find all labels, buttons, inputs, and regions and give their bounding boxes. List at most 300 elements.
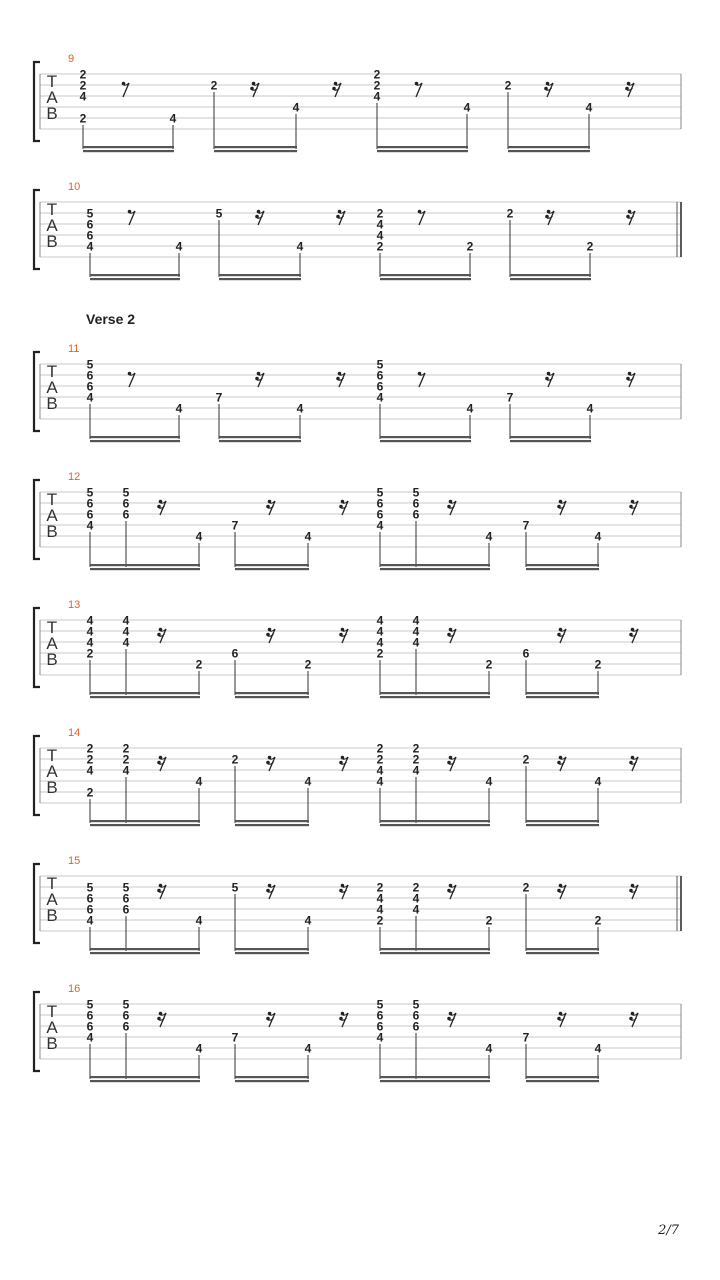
beat-group: [523, 881, 638, 955]
beat-group: [523, 753, 638, 827]
tab-clef-letter: B: [46, 522, 58, 541]
beam-secondary: [90, 568, 200, 570]
sixteenth-rest-icon: [626, 372, 635, 387]
fret-number: 6: [376, 507, 384, 522]
fret-number: 6: [86, 891, 94, 906]
fret-number: 5: [122, 997, 130, 1012]
fret-number: 2: [522, 880, 530, 895]
fret-number: 6: [86, 902, 94, 917]
fret-number: 2: [376, 239, 384, 254]
fret-number: 4: [304, 1041, 312, 1056]
fret-number: 2: [485, 657, 493, 672]
fret-number: 6: [122, 496, 130, 511]
fret-number: 5: [376, 997, 384, 1012]
fret-number: 6: [412, 507, 420, 522]
section-label: Verse 2: [86, 311, 136, 327]
fret-number: 7: [215, 390, 223, 405]
beam-primary: [235, 564, 309, 566]
fret-number: 4: [86, 390, 94, 405]
fret-number: 4: [485, 774, 493, 789]
sixteenth-rest-icon: [544, 82, 553, 97]
beat-group: [232, 628, 348, 699]
tab-clef-letter: B: [46, 906, 58, 925]
beam-primary: [377, 146, 468, 148]
beat-group: [87, 358, 183, 443]
fret-number: 4: [376, 1030, 384, 1045]
beam-secondary: [90, 1080, 200, 1082]
measure-number: 16: [68, 983, 81, 995]
fret-number: 2: [210, 78, 218, 93]
fret-number: 5: [86, 485, 94, 500]
beam-secondary: [510, 278, 591, 280]
fret-number: 5: [122, 880, 130, 895]
sixteenth-rest-icon: [255, 210, 264, 225]
measure-number: 10: [68, 181, 81, 193]
beam-secondary: [90, 440, 180, 442]
sixteenth-rest-icon: [447, 500, 456, 515]
tab-system: [34, 343, 681, 442]
fret-number: 2: [376, 913, 384, 928]
fret-number: 2: [594, 657, 602, 672]
fret-number: 4: [195, 774, 203, 789]
system-bracket: [34, 608, 40, 687]
sixteenth-rest-icon: [545, 372, 554, 387]
fret-number: 2: [522, 752, 530, 767]
fret-number: 4: [292, 100, 300, 115]
beat-group: [377, 742, 493, 827]
tab-clef-letter: T: [46, 362, 58, 381]
sixteenth-rest-icon: [447, 1012, 456, 1027]
beam-primary: [380, 1076, 490, 1078]
fret-number: 6: [122, 1019, 130, 1034]
beam-secondary: [235, 568, 309, 570]
tab-system: [34, 181, 681, 280]
fret-number: 2: [376, 741, 384, 756]
fret-number: 5: [376, 357, 384, 372]
beam-primary: [380, 692, 490, 694]
beam-secondary: [83, 150, 174, 152]
fret-number: 6: [376, 368, 384, 383]
fret-number: 6: [86, 496, 94, 511]
fret-number: 4: [586, 401, 594, 416]
fret-number: 7: [506, 390, 514, 405]
fret-number: 6: [376, 1019, 384, 1034]
tab-clef-letter: B: [46, 394, 58, 413]
fret-number: 4: [376, 217, 384, 232]
fret-number: 6: [86, 507, 94, 522]
fret-number: 4: [86, 763, 94, 778]
fret-number: 7: [231, 518, 239, 533]
beam-primary: [510, 436, 591, 438]
fret-number: 2: [195, 657, 203, 672]
fret-number: 6: [231, 646, 239, 661]
fret-number: 2: [506, 206, 514, 221]
sixteenth-rest-icon: [157, 1012, 166, 1027]
sixteenth-rest-icon: [157, 500, 166, 515]
beam-primary: [90, 1076, 200, 1078]
fret-number: 4: [594, 1041, 602, 1056]
fret-number: 4: [376, 390, 384, 405]
system-bracket: [34, 992, 40, 1071]
sixteenth-rest-icon: [250, 82, 259, 97]
beam-primary: [90, 692, 200, 694]
fret-number: 4: [195, 1041, 203, 1056]
fret-number: 5: [231, 880, 239, 895]
fret-number: 2: [376, 206, 384, 221]
beam-primary: [235, 948, 309, 950]
beam-primary: [510, 274, 591, 276]
fret-number: 6: [86, 368, 94, 383]
fret-number: 4: [86, 613, 94, 628]
beam-primary: [235, 692, 309, 694]
fret-number: 2: [412, 741, 420, 756]
beam-primary: [380, 564, 490, 566]
beam-secondary: [214, 150, 297, 152]
beat-group: [507, 372, 635, 443]
fret-number: 2: [79, 67, 87, 82]
fret-number: 4: [195, 913, 203, 928]
fret-number: 4: [412, 624, 420, 639]
beam-secondary: [380, 696, 490, 698]
fret-number: 4: [376, 613, 384, 628]
fret-number: 4: [122, 624, 130, 639]
beam-secondary: [526, 824, 599, 826]
fret-number: 4: [376, 635, 384, 650]
fret-number: 2: [79, 78, 87, 93]
system-bracket: [34, 62, 40, 141]
fret-number: 4: [175, 239, 183, 254]
beat-group: [377, 881, 493, 955]
beam-secondary: [90, 824, 200, 826]
fret-number: 6: [86, 1008, 94, 1023]
tab-system: [34, 855, 681, 954]
sixteenth-rest-icon: [266, 884, 275, 899]
fret-number: 4: [376, 902, 384, 917]
beam-secondary: [508, 150, 590, 152]
fret-number: 4: [376, 518, 384, 533]
measure-number: 12: [68, 471, 81, 483]
fret-number: 4: [376, 763, 384, 778]
sixteenth-rest-icon: [557, 884, 566, 899]
beat-group: [232, 500, 348, 571]
fret-number: 6: [86, 379, 94, 394]
fret-number: 2: [376, 880, 384, 895]
fret-number: 4: [412, 891, 420, 906]
beam-primary: [380, 274, 471, 276]
fret-number: 6: [122, 902, 130, 917]
fret-number: 2: [122, 752, 130, 767]
fret-number: 4: [376, 624, 384, 639]
measure-number: 14: [68, 727, 81, 739]
fret-number: 5: [86, 206, 94, 221]
fret-number: 4: [195, 529, 203, 544]
system-bracket: [34, 352, 40, 431]
fret-number: 4: [86, 635, 94, 650]
beat-group: [232, 1012, 348, 1082]
fret-number: 2: [594, 913, 602, 928]
tab-clef-letter: T: [46, 72, 58, 91]
fret-number: 6: [86, 228, 94, 243]
beam-primary: [508, 146, 590, 148]
fret-number: 2: [466, 239, 474, 254]
fret-number: 4: [485, 1041, 493, 1056]
fret-number: 2: [373, 78, 381, 93]
eighth-rest-icon: [122, 82, 129, 97]
sixteenth-rest-icon: [557, 1012, 566, 1027]
fret-number: 4: [376, 228, 384, 243]
beat-group: [377, 358, 474, 443]
beam-primary: [214, 146, 297, 148]
fret-number: 4: [594, 774, 602, 789]
fret-number: 5: [412, 485, 420, 500]
fret-number: 2: [373, 67, 381, 82]
system-bracket: [34, 190, 40, 269]
fret-number: 5: [86, 997, 94, 1012]
fret-number: 4: [585, 100, 593, 115]
beam-secondary: [90, 696, 200, 698]
fret-number: 4: [412, 763, 420, 778]
fret-number: 2: [412, 752, 420, 767]
fret-number: 4: [175, 401, 183, 416]
fret-number: 4: [594, 529, 602, 544]
fret-number: 4: [296, 401, 304, 416]
tab-clef-letter: A: [46, 890, 58, 909]
tab-system: [34, 53, 681, 152]
fret-number: 4: [412, 613, 420, 628]
tab-clef-letter: T: [46, 746, 58, 765]
sixteenth-rest-icon: [629, 1012, 638, 1027]
fret-number: 4: [169, 111, 177, 126]
fret-number: 4: [296, 239, 304, 254]
fret-number: 2: [504, 78, 512, 93]
fret-number: 2: [376, 646, 384, 661]
tab-clef-letter: T: [46, 874, 58, 893]
fret-number: 4: [86, 1030, 94, 1045]
measure-number: 15: [68, 855, 81, 867]
fret-number: 4: [79, 89, 87, 104]
eighth-rest-icon: [415, 82, 422, 97]
sixteenth-rest-icon: [557, 628, 566, 643]
beam-secondary: [380, 952, 490, 954]
beat-group: [87, 207, 183, 281]
beam-secondary: [90, 952, 200, 954]
tab-system: [34, 471, 681, 570]
fret-number: 5: [215, 206, 223, 221]
fret-number: 6: [86, 1019, 94, 1034]
fret-number: 4: [86, 518, 94, 533]
tab-clef-letter: B: [46, 104, 58, 123]
beam-secondary: [235, 696, 309, 698]
beat-group: [87, 742, 203, 827]
beat-group: [377, 207, 474, 281]
tab-clef-letter: A: [46, 762, 58, 781]
sixteenth-rest-icon: [545, 210, 554, 225]
fret-number: 2: [231, 752, 239, 767]
beam-primary: [235, 1076, 309, 1078]
page-number: 2/7: [658, 1223, 679, 1238]
sixteenth-rest-icon: [447, 884, 456, 899]
beam-secondary: [380, 278, 471, 280]
sixteenth-rest-icon: [625, 82, 634, 97]
sixteenth-rest-icon: [332, 82, 341, 97]
fret-number: 4: [304, 529, 312, 544]
beam-primary: [90, 436, 180, 438]
fret-number: 4: [485, 529, 493, 544]
beat-group: [80, 68, 177, 153]
fret-number: 4: [86, 239, 94, 254]
eighth-rest-icon: [128, 210, 135, 225]
beam-primary: [90, 564, 200, 566]
fret-number: 6: [122, 891, 130, 906]
beat-group: [87, 998, 203, 1083]
fret-number: 2: [485, 913, 493, 928]
fret-number: 4: [304, 913, 312, 928]
system-bracket: [34, 480, 40, 559]
sixteenth-rest-icon: [339, 628, 348, 643]
tab-clef-letter: A: [46, 378, 58, 397]
tab-clef-letter: A: [46, 634, 58, 653]
sixteenth-rest-icon: [629, 756, 638, 771]
beam-secondary: [380, 440, 471, 442]
sixteenth-rest-icon: [447, 628, 456, 643]
beat-group: [374, 68, 471, 153]
tab-clef-letter: T: [46, 200, 58, 219]
beam-secondary: [380, 568, 490, 570]
fret-number: 4: [122, 763, 130, 778]
tab-clef-letter: A: [46, 88, 58, 107]
fret-number: 4: [463, 100, 471, 115]
fret-number: 6: [122, 507, 130, 522]
beam-secondary: [510, 440, 591, 442]
beam-secondary: [526, 952, 599, 954]
eighth-rest-icon: [418, 210, 425, 225]
beat-group: [377, 614, 493, 699]
beam-primary: [526, 564, 599, 566]
beam-secondary: [235, 1080, 309, 1082]
sixteenth-rest-icon: [157, 884, 166, 899]
beam-secondary: [219, 278, 301, 280]
fret-number: 6: [376, 496, 384, 511]
tab-clef-letter: T: [46, 618, 58, 637]
tab-clef-letter: A: [46, 1018, 58, 1037]
sixteenth-rest-icon: [339, 756, 348, 771]
beam-primary: [219, 436, 301, 438]
measure-number: 9: [68, 53, 75, 65]
fret-number: 6: [86, 217, 94, 232]
fret-number: 6: [376, 379, 384, 394]
fret-number: 7: [522, 518, 530, 533]
fret-number: 4: [376, 774, 384, 789]
tab-clef-letter: B: [46, 778, 58, 797]
fret-number: 4: [86, 624, 94, 639]
beam-primary: [83, 146, 174, 148]
fret-number: 6: [412, 496, 420, 511]
tab-clef-letter: T: [46, 1002, 58, 1021]
sixteenth-rest-icon: [629, 500, 638, 515]
fret-number: 4: [373, 89, 381, 104]
beat-group: [523, 1012, 638, 1082]
tab-clef-letter: T: [46, 490, 58, 509]
sixteenth-rest-icon: [255, 372, 264, 387]
sixteenth-rest-icon: [557, 500, 566, 515]
measure-number: 11: [68, 343, 80, 355]
sixteenth-rest-icon: [339, 500, 348, 515]
eighth-rest-icon: [418, 372, 425, 387]
fret-number: 2: [86, 752, 94, 767]
beat-group: [507, 207, 635, 281]
tab-clef-letter: B: [46, 232, 58, 251]
beam-primary: [235, 820, 309, 822]
fret-number: 4: [122, 613, 130, 628]
tab-clef-letter: A: [46, 506, 58, 525]
fret-number: 4: [122, 635, 130, 650]
beam-primary: [526, 948, 599, 950]
beam-primary: [219, 274, 301, 276]
sixteenth-rest-icon: [339, 1012, 348, 1027]
beam-secondary: [380, 1080, 490, 1082]
beam-primary: [526, 692, 599, 694]
beam-secondary: [90, 278, 180, 280]
fret-number: 4: [376, 891, 384, 906]
tab-clef-letter: A: [46, 216, 58, 235]
beam-secondary: [526, 696, 599, 698]
sixteenth-rest-icon: [266, 756, 275, 771]
sixteenth-rest-icon: [266, 1012, 275, 1027]
fret-number: 6: [412, 1008, 420, 1023]
sixteenth-rest-icon: [157, 756, 166, 771]
fret-number: 4: [304, 774, 312, 789]
sixteenth-rest-icon: [266, 500, 275, 515]
beam-secondary: [526, 1080, 599, 1082]
system-bracket: [34, 864, 40, 943]
beat-group: [216, 207, 345, 281]
fret-number: 7: [522, 1030, 530, 1045]
beam-secondary: [235, 824, 309, 826]
beat-group: [505, 79, 634, 153]
beam-secondary: [377, 150, 468, 152]
tab-clef-letter: B: [46, 1034, 58, 1053]
beam-primary: [90, 274, 180, 276]
beat-group: [232, 753, 348, 827]
tab-system: [34, 599, 681, 698]
fret-number: 5: [122, 485, 130, 500]
measure-number: 13: [68, 599, 81, 611]
sixteenth-rest-icon: [336, 210, 345, 225]
beat-group: [523, 628, 638, 699]
fret-number: 2: [86, 741, 94, 756]
fret-number: 2: [122, 741, 130, 756]
fret-number: 2: [304, 657, 312, 672]
sixteenth-rest-icon: [157, 628, 166, 643]
fret-number: 2: [376, 752, 384, 767]
beat-group: [216, 372, 345, 443]
tab-clef-letter: B: [46, 650, 58, 669]
sixteenth-rest-icon: [339, 884, 348, 899]
beam-secondary: [219, 440, 301, 442]
fret-number: 2: [412, 880, 420, 895]
fret-number: 5: [376, 485, 384, 500]
fret-number: 6: [376, 1008, 384, 1023]
fret-number: 5: [412, 997, 420, 1012]
beat-group: [377, 998, 493, 1083]
beam-secondary: [235, 952, 309, 954]
beat-group: [87, 614, 203, 699]
fret-number: 6: [522, 646, 530, 661]
fret-number: 2: [586, 239, 594, 254]
fret-number: 6: [412, 1019, 420, 1034]
sixteenth-rest-icon: [336, 372, 345, 387]
tab-systems: [34, 53, 681, 1082]
